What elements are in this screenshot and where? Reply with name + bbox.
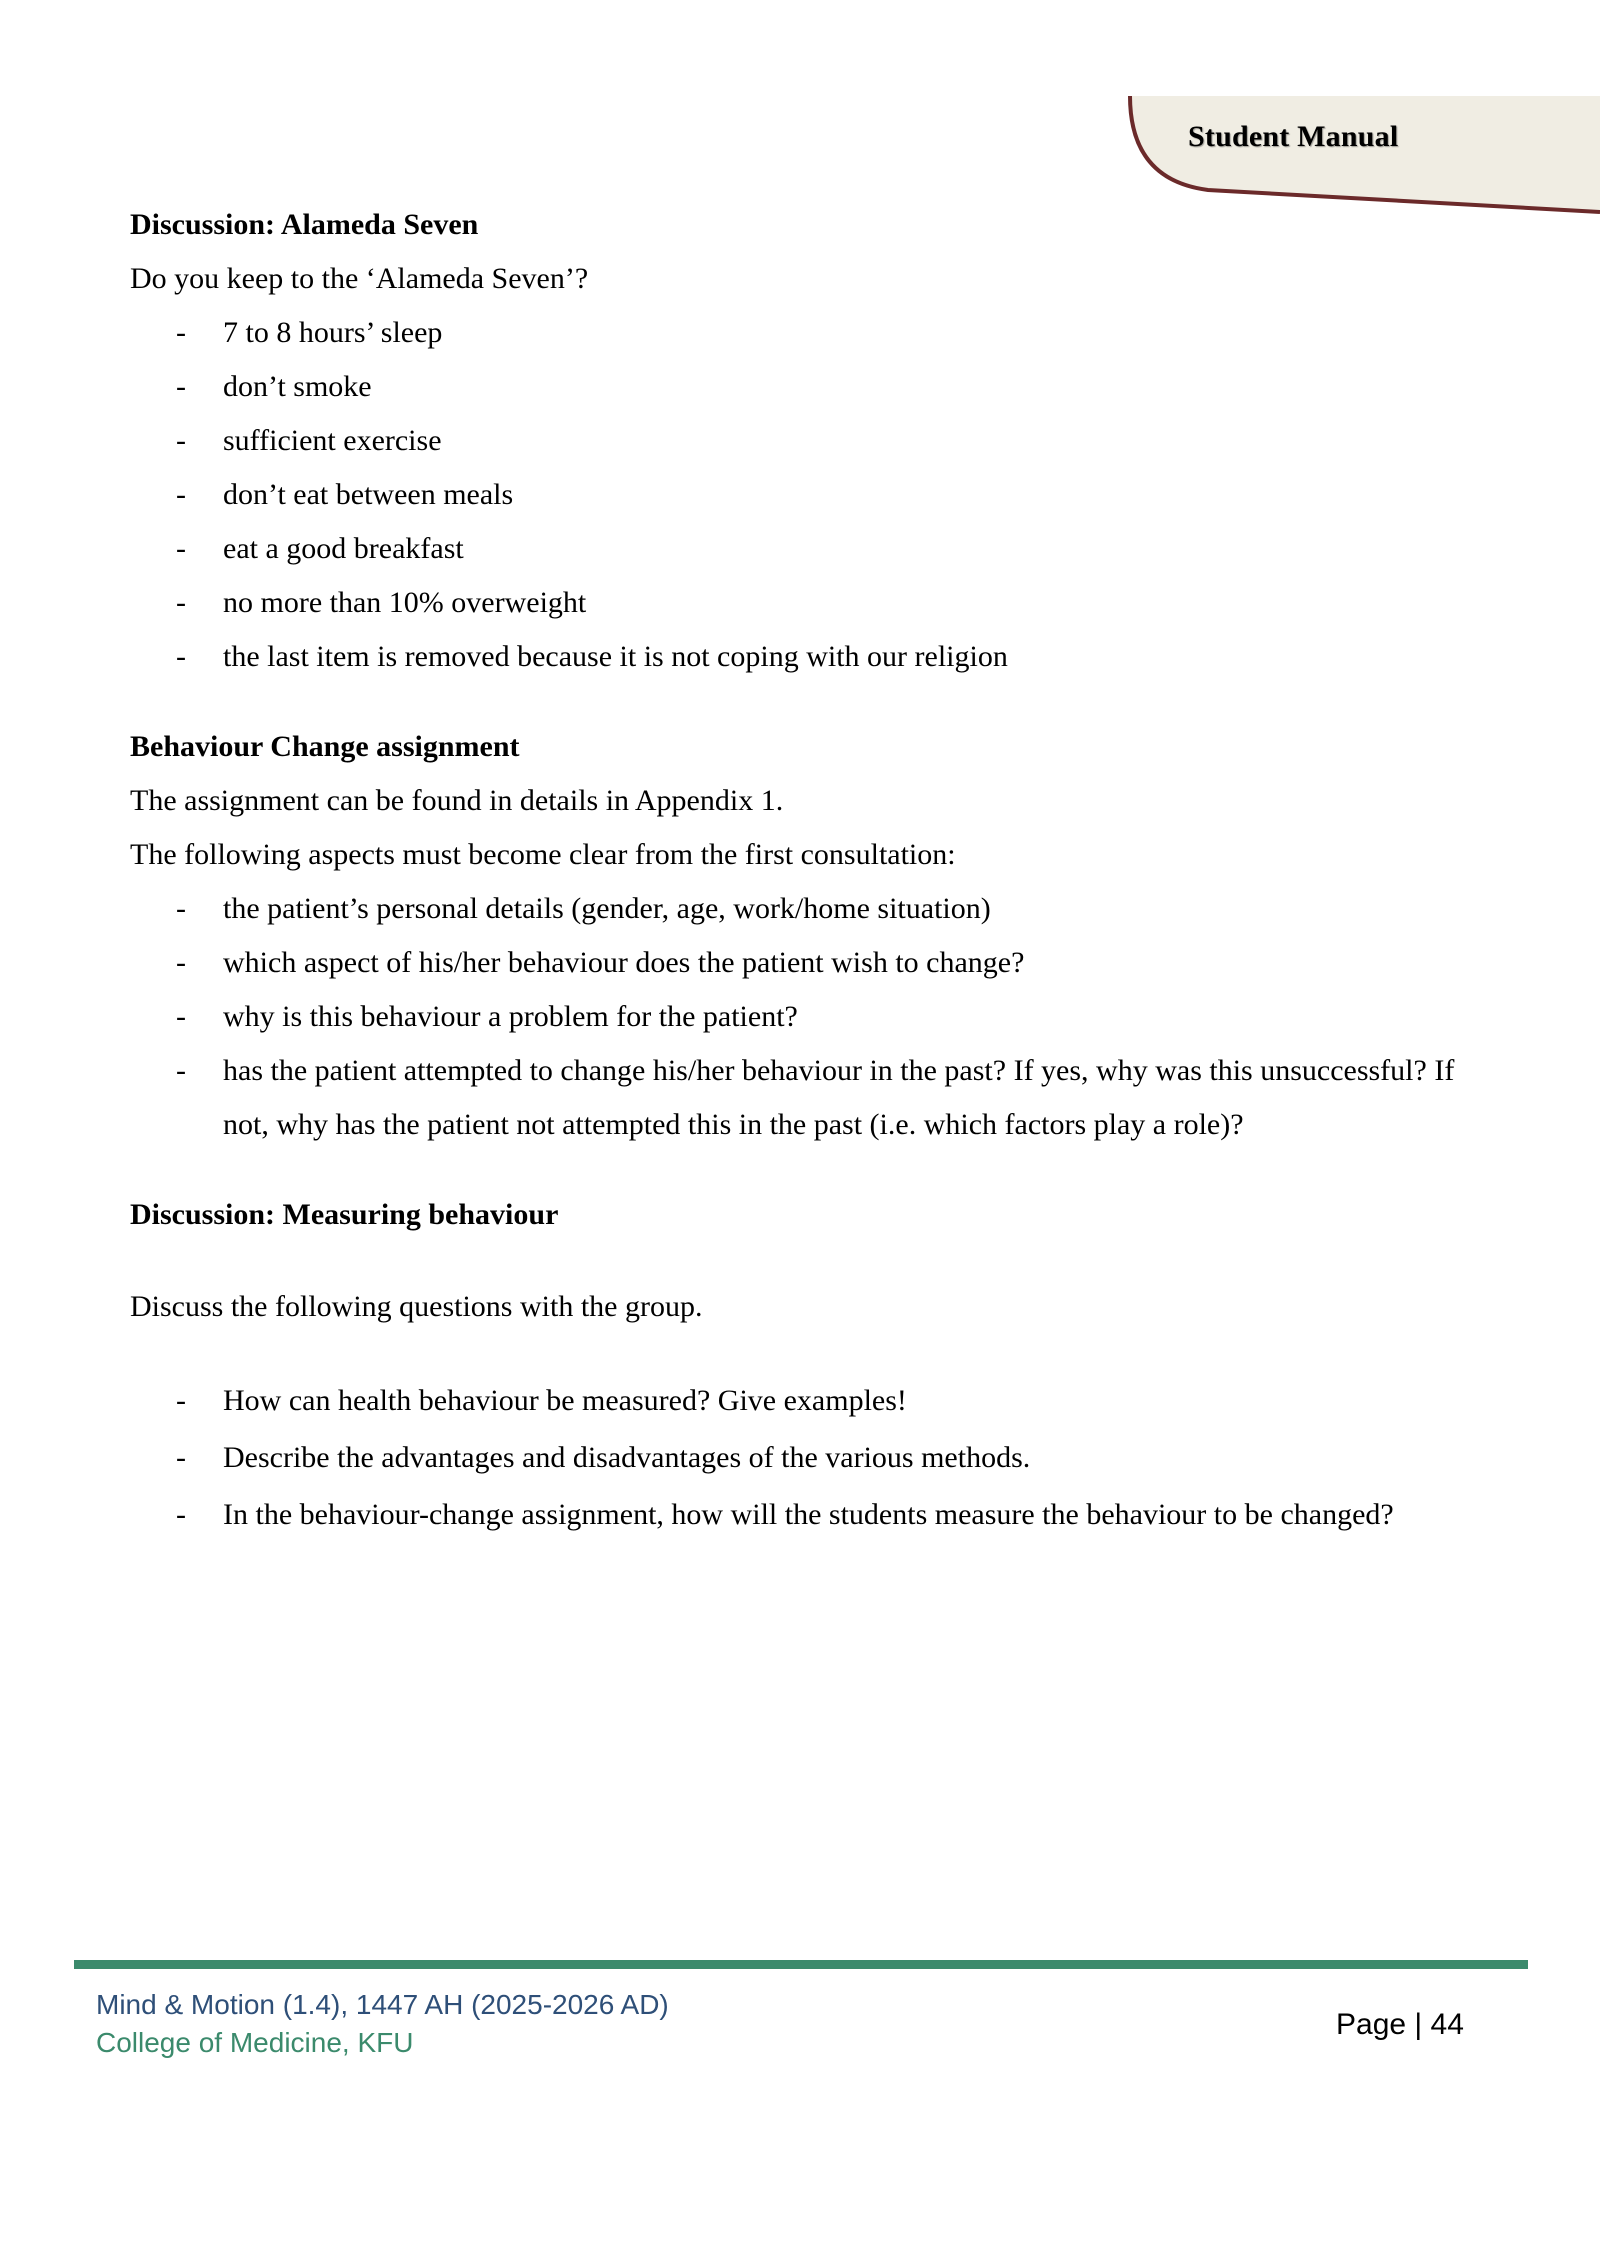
- header-tab: [0, 0, 1600, 230]
- footer-rule: [74, 1960, 1528, 1969]
- dash-bullet: -: [176, 478, 186, 511]
- dash-bullet: -: [176, 946, 186, 979]
- dash-bullet: -: [176, 316, 186, 349]
- list-item: - the patient’s personal details (gender, age, work/home situation): [130, 882, 1490, 936]
- dash-bullet: -: [176, 1384, 186, 1417]
- list-item: - How can health behaviour be measured? Give examples!: [130, 1372, 1490, 1429]
- list-item: - eat a good breakfast: [130, 522, 1490, 576]
- section-intro-behaviour-change-2: The following aspects must become clear from the first consultation:: [130, 838, 956, 871]
- list-item: - which aspect of his/her behaviour does the patient wish to change?: [130, 936, 1490, 990]
- list-item: - 7 to 8 hours’ sleep: [130, 306, 1490, 360]
- dash-bullet: -: [176, 424, 186, 457]
- section-heading-measuring: Discussion: Measuring behaviour: [130, 1198, 559, 1231]
- list-item: - has the patient attempted to change his/her behaviour in the past? If yes, why was this unsuccessful? If not, why has the patient not attempted this in the past (i.e. which factors play a role)?: [130, 1044, 1490, 1152]
- consultation-aspects-list: [130, 882, 1490, 1152]
- list-item: - don’t eat between meals: [130, 468, 1490, 522]
- footer-course: Mind & Motion (1.4), 1447 AH (2025-2026 AD): [96, 1989, 669, 2020]
- list-item: - the last item is removed because it is not coping with our religion: [130, 630, 1490, 684]
- dash-bullet: -: [176, 640, 186, 673]
- header-label: Student Manual: [1188, 120, 1399, 153]
- footer-college: College of Medicine, KFU: [96, 2027, 414, 2058]
- section-heading-behaviour-change: Behaviour Change assignment: [130, 730, 520, 763]
- list-item: - don’t smoke: [130, 360, 1490, 414]
- list-item: - sufficient exercise: [130, 414, 1490, 468]
- dash-bullet: -: [176, 1054, 186, 1087]
- section-intro-alameda: Do you keep to the ‘Alameda Seven’?: [130, 262, 589, 295]
- section-intro-measuring: Discuss the following questions with the group.: [130, 1290, 703, 1323]
- dash-bullet: -: [176, 532, 186, 565]
- dash-bullet: -: [176, 370, 186, 403]
- dash-bullet: -: [176, 586, 186, 619]
- alameda-list: [130, 306, 1490, 684]
- page-number: Page | 44: [1336, 2008, 1464, 2041]
- dash-bullet: -: [176, 892, 186, 925]
- list-item: - no more than 10% overweight: [130, 576, 1490, 630]
- list-item: - In the behaviour-change assignment, how will the students measure the behaviour to be changed?: [130, 1486, 1490, 1543]
- list-item: - why is this behaviour a problem for the patient?: [130, 990, 1490, 1044]
- dash-bullet: -: [176, 1000, 186, 1033]
- section-heading-alameda: Discussion: Alameda Seven: [130, 208, 479, 241]
- list-item: - Describe the advantages and disadvantages of the various methods.: [130, 1429, 1490, 1486]
- measuring-questions-list: [130, 1372, 1490, 1543]
- section-intro-behaviour-change-1: The assignment can be found in details in Appendix 1.: [130, 784, 784, 817]
- page-content: [130, 198, 1490, 1543]
- dash-bullet: -: [176, 1441, 186, 1474]
- footer-info: [96, 1986, 669, 2062]
- dash-bullet: -: [176, 1498, 186, 1531]
